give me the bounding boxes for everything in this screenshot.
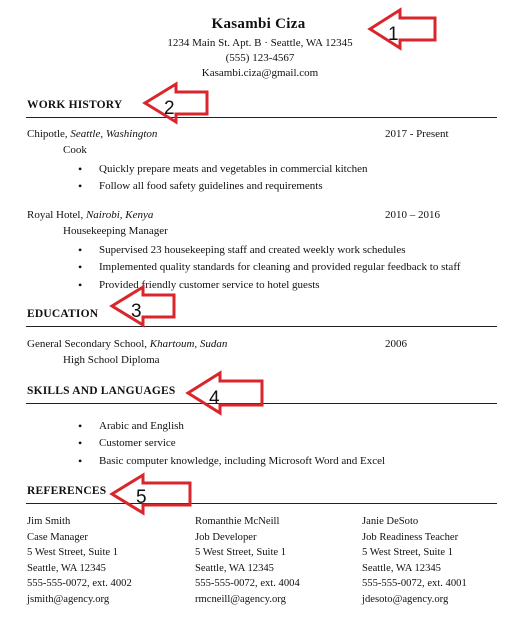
annotation-arrow-4 bbox=[188, 373, 262, 413]
resume-name: Kasambi Ciza bbox=[211, 16, 306, 32]
reference-address: 5 West Street, Suite 1 bbox=[195, 547, 287, 559]
list-item: • Basic computer knowledge, including Microsoft Word and Excel bbox=[78, 453, 385, 470]
list-item: • Quickly prepare meats and vegetables in commercial kitchen bbox=[78, 161, 367, 178]
annotation-number: 5 bbox=[136, 487, 147, 508]
section-heading-work-history: WORK HISTORY bbox=[27, 99, 123, 111]
school-location: Khartoum, Sudan bbox=[149, 338, 228, 350]
section-divider bbox=[26, 117, 497, 118]
job-title: Housekeeping Manager bbox=[63, 225, 168, 237]
section-heading-references: REFERENCES bbox=[27, 485, 107, 497]
contact-address: 1234 Main St. Apt. B · Seattle, WA 12345 bbox=[167, 37, 353, 49]
reference-address: 5 West Street, Suite 1 bbox=[27, 547, 119, 559]
section-divider bbox=[26, 403, 497, 404]
reference-email: jdesoto@agency.org bbox=[362, 593, 449, 605]
section-heading-skills: SKILLS AND LANGUAGES bbox=[27, 385, 176, 397]
job-employer: Chipotle, bbox=[27, 128, 71, 140]
degree: High School Diploma bbox=[63, 354, 160, 366]
section-divider bbox=[26, 503, 497, 504]
reference-email: rmcneill@agency.org bbox=[195, 593, 286, 605]
reference-city: Seattle, WA 12345 bbox=[27, 562, 106, 574]
contact-phone: (555) 123-4567 bbox=[225, 52, 295, 64]
reference-name: Romanthie McNeill bbox=[195, 516, 280, 527]
reference-title: Job Developer bbox=[195, 531, 257, 543]
annotation-number: 3 bbox=[131, 301, 142, 322]
reference-city: Seattle, WA 12345 bbox=[195, 562, 274, 574]
job-location: Seattle, Washington bbox=[70, 128, 158, 140]
list-item: • Customer service bbox=[78, 435, 385, 452]
annotation-number: 4 bbox=[209, 388, 220, 409]
reference-card bbox=[362, 514, 467, 608]
list-item: • Provided friendly customer service to hotel guests bbox=[78, 277, 460, 294]
section-divider bbox=[26, 326, 497, 327]
education-year: 2006 bbox=[385, 338, 407, 350]
job-dates: 2017 - Present bbox=[385, 128, 449, 140]
list-item: • Implemented quality standards for cleaning and provided regular feedback to staff bbox=[78, 259, 460, 276]
list-item: • Arabic and English bbox=[78, 418, 385, 435]
reference-name: Jim Smith bbox=[27, 516, 71, 527]
annotation-number: 2 bbox=[164, 98, 175, 119]
arrow-icon bbox=[112, 475, 190, 513]
job-dates: 2010 – 2016 bbox=[385, 209, 440, 221]
reference-address: 5 West Street, Suite 1 bbox=[362, 547, 454, 559]
skills-list bbox=[78, 418, 385, 470]
list-item: • Follow all food safety guidelines and requirements bbox=[78, 178, 367, 195]
contact-email: Kasambi.ciza@gmail.com bbox=[201, 67, 319, 79]
list-item: • Supervised 23 housekeeping staff and created weekly work schedules bbox=[78, 242, 460, 259]
arrow-icon bbox=[188, 373, 262, 413]
job-title: Cook bbox=[63, 144, 87, 156]
job-duties-list bbox=[78, 242, 460, 294]
job-employer-line bbox=[27, 209, 153, 221]
reference-phone: 555-555-0072, ext. 4001 bbox=[362, 578, 467, 590]
school-line bbox=[27, 338, 227, 350]
school-name: General Secondary School, bbox=[27, 338, 150, 350]
job-employer: Royal Hotel, bbox=[27, 209, 86, 221]
job-employer-line bbox=[27, 128, 157, 140]
job-duties-list bbox=[78, 161, 367, 196]
reference-card bbox=[27, 514, 132, 608]
reference-title: Case Manager bbox=[27, 531, 88, 543]
reference-phone: 555-555-0072, ext. 4004 bbox=[195, 578, 300, 590]
reference-phone: 555-555-0072, ext. 4002 bbox=[27, 578, 132, 590]
reference-name: Janie DeSoto bbox=[362, 516, 419, 527]
reference-city: Seattle, WA 12345 bbox=[362, 562, 441, 574]
section-heading-education: EDUCATION bbox=[27, 308, 99, 320]
job-location: Nairobi, Kenya bbox=[85, 209, 154, 221]
annotation-number: 1 bbox=[388, 24, 399, 45]
reference-title: Job Readiness Teacher bbox=[362, 531, 459, 543]
reference-email: jsmith@agency.org bbox=[27, 593, 110, 605]
annotation-arrow-5 bbox=[112, 475, 190, 513]
reference-card bbox=[195, 514, 300, 608]
